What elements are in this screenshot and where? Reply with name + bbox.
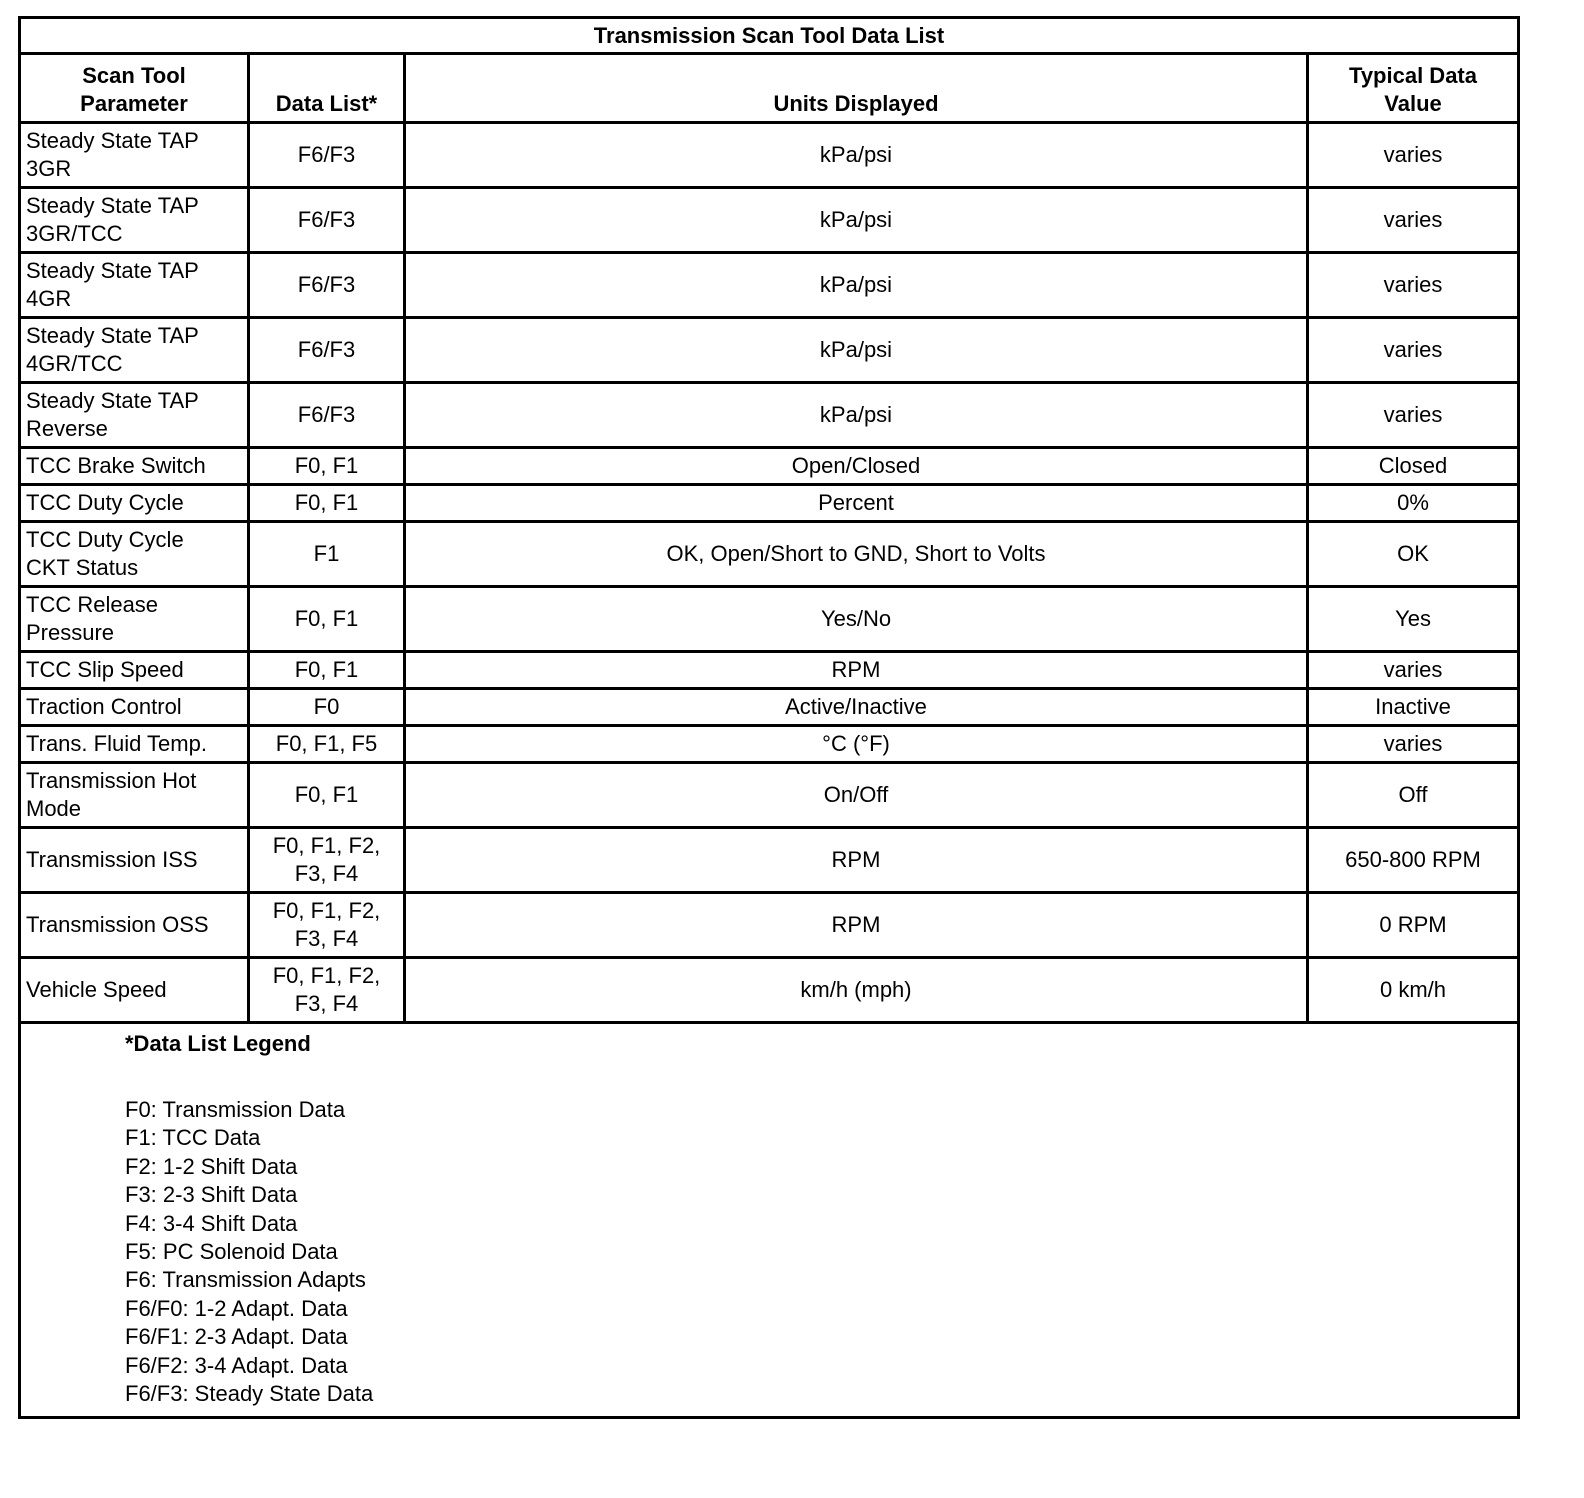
table-row: [20, 522, 1519, 587]
table-row: [20, 253, 1519, 318]
parameter-cell: TCC Brake Switch: [20, 448, 249, 485]
table-row: [20, 188, 1519, 253]
parameter-cell: Steady State TAP 4GR/TCC: [20, 318, 249, 383]
parameter-cell: TCC Duty Cycle: [20, 485, 249, 522]
parameter-cell: TCC Slip Speed: [20, 652, 249, 689]
header-data-list: Data List*: [249, 54, 405, 123]
typical-value-cell: Closed: [1308, 448, 1519, 485]
units-cell: On/Off: [405, 763, 1308, 828]
typical-value-cell: varies: [1308, 123, 1519, 188]
data-list-cell: F0: [249, 689, 405, 726]
table-row: [20, 763, 1519, 828]
parameter-cell: Steady State TAP 4GR: [20, 253, 249, 318]
table-row: [20, 726, 1519, 763]
legend-item: F3: 2-3 Shift Data: [125, 1182, 298, 1208]
legend-item: F6/F1: 2-3 Adapt. Data: [125, 1324, 348, 1350]
table-row: [20, 123, 1519, 188]
typical-value-cell: 650-800 RPM: [1308, 828, 1519, 893]
legend-title: *Data List Legend: [125, 1031, 311, 1056]
legend-item: F0: Transmission Data: [125, 1097, 346, 1122]
typical-value-cell: Yes: [1308, 587, 1519, 652]
typical-value-cell: 0 km/h: [1308, 958, 1519, 1023]
data-list-cell: F0, F1: [249, 763, 405, 828]
units-cell: Yes/No: [405, 587, 1308, 652]
parameter-cell: Steady State TAP 3GR: [20, 123, 249, 188]
table-row: [20, 318, 1519, 383]
data-list-cell: F6/F3: [249, 383, 405, 448]
data-list-cell: F1: [249, 522, 405, 587]
units-cell: Percent: [405, 485, 1308, 522]
header-units: Units Displayed: [405, 54, 1308, 123]
units-cell: kPa/psi: [405, 383, 1308, 448]
units-cell: RPM: [405, 828, 1308, 893]
table-row: [20, 828, 1519, 893]
scan-tool-data-table: [18, 16, 1520, 1419]
units-cell: Open/Closed: [405, 448, 1308, 485]
units-cell: kPa/psi: [405, 123, 1308, 188]
typical-value-cell: varies: [1308, 652, 1519, 689]
units-cell: kPa/psi: [405, 318, 1308, 383]
units-cell: kPa/psi: [405, 188, 1308, 253]
data-list-cell: F0, F1: [249, 448, 405, 485]
typical-value-cell: varies: [1308, 726, 1519, 763]
data-list-cell: F0, F1, F5: [249, 726, 405, 763]
table-row: [20, 893, 1519, 958]
units-cell: kPa/psi: [405, 253, 1308, 318]
data-list-cell: F0, F1: [249, 587, 405, 652]
parameter-cell: TCC Release Pressure: [20, 587, 249, 652]
units-cell: RPM: [405, 652, 1308, 689]
data-list-cell: F6/F3: [249, 123, 405, 188]
legend-item: F1: TCC Data: [125, 1125, 261, 1151]
data-list-legend: [20, 1023, 1519, 1418]
typical-value-cell: varies: [1308, 253, 1519, 318]
data-list-cell: F0, F1, F2, F3, F4: [249, 958, 405, 1023]
typical-value-cell: Off: [1308, 763, 1519, 828]
data-list-cell: F6/F3: [249, 253, 405, 318]
typical-value-cell: varies: [1308, 188, 1519, 253]
parameter-cell: Vehicle Speed: [20, 958, 249, 1023]
units-cell: RPM: [405, 893, 1308, 958]
legend-item: F6/F3: Steady State Data: [125, 1381, 374, 1407]
typical-value-cell: 0 RPM: [1308, 893, 1519, 958]
table-row: [20, 485, 1519, 522]
parameter-cell: Transmission Hot Mode: [20, 763, 249, 828]
data-list-cell: F6/F3: [249, 188, 405, 253]
legend-item: F4: 3-4 Shift Data: [125, 1210, 298, 1236]
legend-item: F2: 1-2 Shift Data: [125, 1153, 298, 1179]
units-cell: km/h (mph): [405, 958, 1308, 1023]
table-row: [20, 587, 1519, 652]
typical-value-cell: varies: [1308, 383, 1519, 448]
typical-value-cell: Inactive: [1308, 689, 1519, 726]
legend-item: F6/F0: 1-2 Adapt. Data: [125, 1295, 348, 1321]
units-cell: Active/Inactive: [405, 689, 1308, 726]
table-row: [20, 652, 1519, 689]
legend-item: F5: PC Solenoid Data: [125, 1239, 338, 1265]
typical-value-cell: 0%: [1308, 485, 1519, 522]
parameter-cell: Steady State TAP 3GR/TCC: [20, 188, 249, 253]
typical-value-cell: OK: [1308, 522, 1519, 587]
legend-item: F6: Transmission Adapts: [125, 1267, 366, 1293]
data-list-cell: F0, F1: [249, 485, 405, 522]
parameter-cell: Transmission OSS: [20, 893, 249, 958]
table-row: [20, 958, 1519, 1023]
parameter-cell: Steady State TAP Reverse: [20, 383, 249, 448]
data-list-cell: F6/F3: [249, 318, 405, 383]
table-row: [20, 383, 1519, 448]
data-list-cell: F0, F1: [249, 652, 405, 689]
table-row: [20, 689, 1519, 726]
table-title: Transmission Scan Tool Data List: [20, 18, 1519, 54]
header-parameter: Scan Tool Parameter: [20, 54, 249, 123]
parameter-cell: Traction Control: [20, 689, 249, 726]
typical-value-cell: varies: [1308, 318, 1519, 383]
parameter-cell: TCC Duty Cycle CKT Status: [20, 522, 249, 587]
data-list-cell: F0, F1, F2, F3, F4: [249, 828, 405, 893]
table-row: [20, 448, 1519, 485]
parameter-cell: Trans. Fluid Temp.: [20, 726, 249, 763]
parameter-cell: Transmission ISS: [20, 828, 249, 893]
header-typical-value: Typical Data Value: [1308, 54, 1519, 123]
legend-item: F6/F2: 3-4 Adapt. Data: [125, 1352, 348, 1378]
data-list-cell: F0, F1, F2, F3, F4: [249, 893, 405, 958]
units-cell: °C (°F): [405, 726, 1308, 763]
units-cell: OK, Open/Short to GND, Short to Volts: [405, 522, 1308, 587]
